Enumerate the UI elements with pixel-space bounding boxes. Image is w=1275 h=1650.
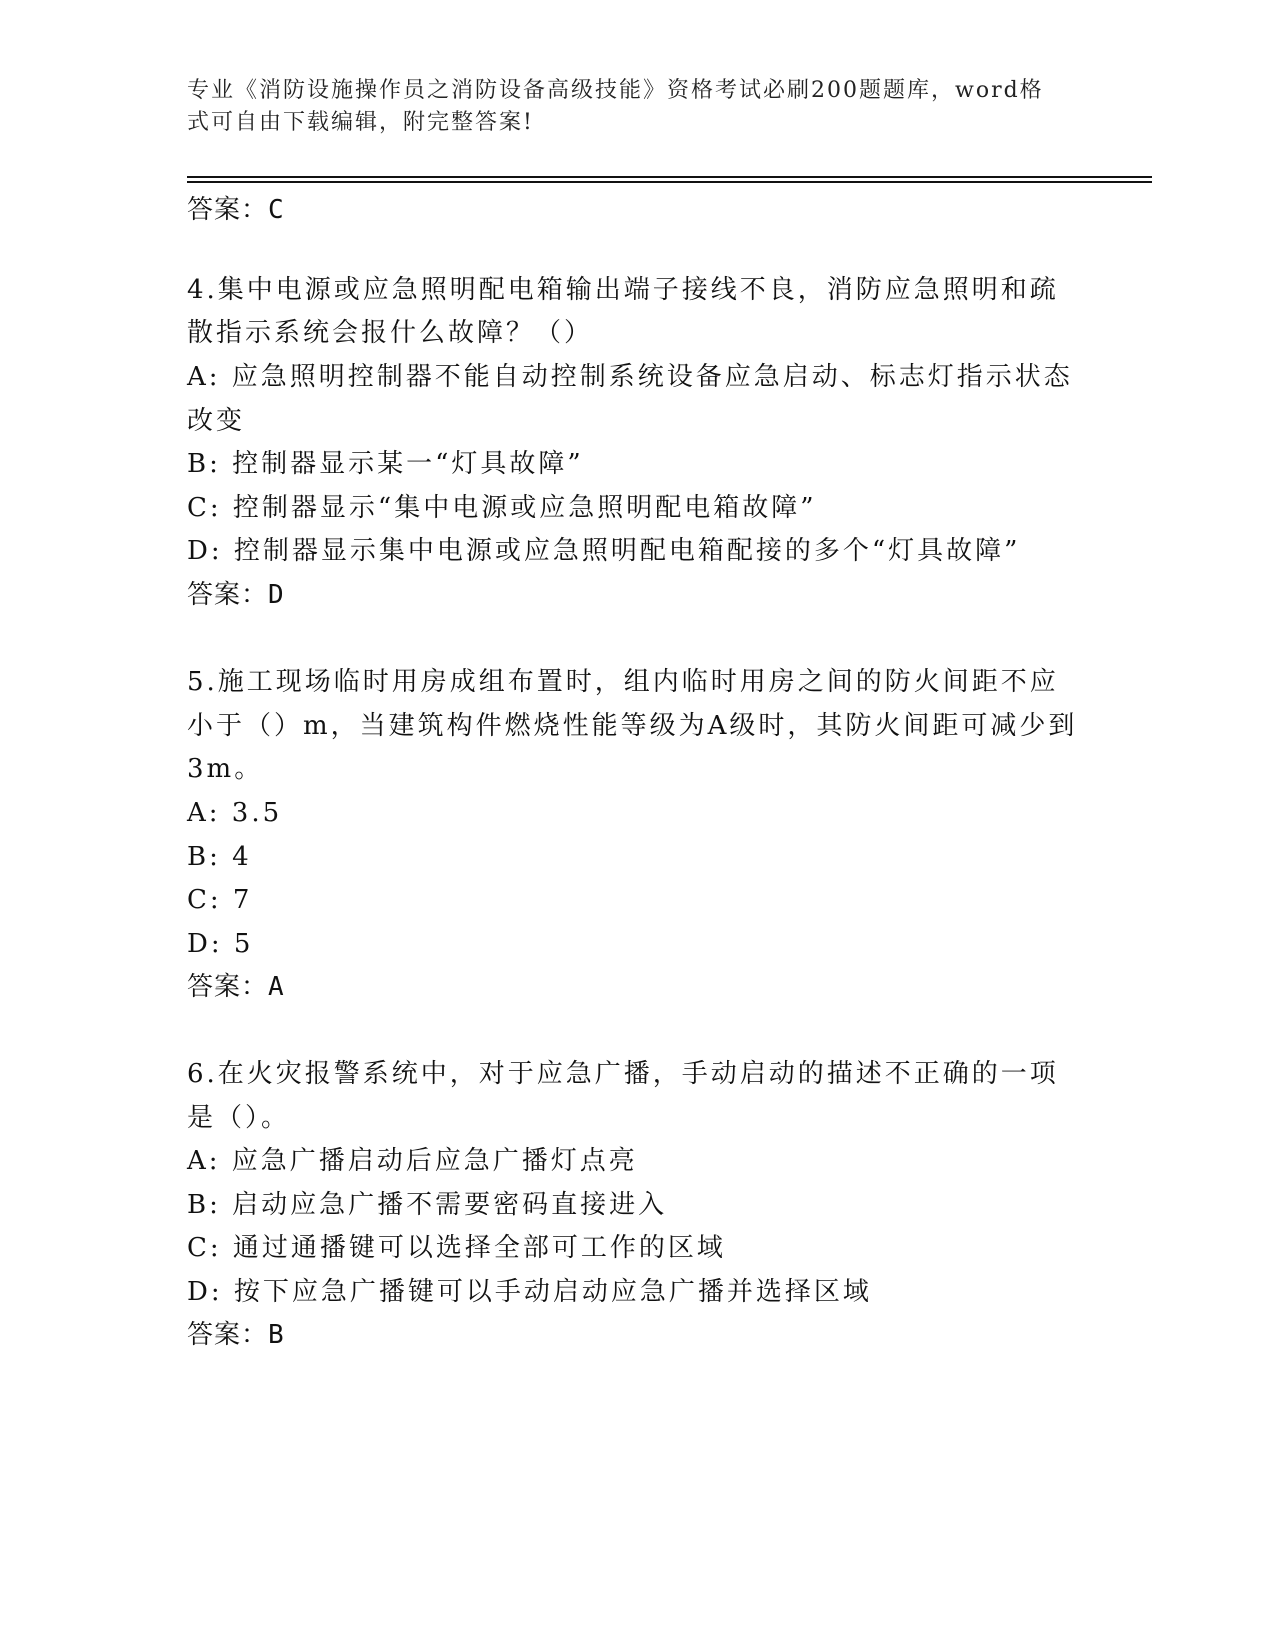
question-stem: 4.集中电源或应急照明配电箱输出端子接线不良，消防应急照明和疏 — [187, 275, 1059, 305]
header-rule-top — [187, 176, 1152, 178]
option-c: C: 通过通播键可以选择全部可工作的区域 — [187, 1233, 726, 1263]
option-c: C: 7 — [187, 885, 253, 915]
question-stem: 5.施工现场临时用房成组布置时，组内临时用房之间的防火间距不应 — [187, 667, 1059, 697]
answer-line — [187, 578, 285, 612]
option-d: D: 控制器显示集中电源或应急照明配电箱配接的多个“灯具故障” — [187, 536, 1021, 566]
answer-label: 答案： — [187, 195, 269, 225]
header-rule-bottom — [187, 181, 1152, 183]
answer-value: D — [268, 580, 285, 610]
answer-label: 答案： — [187, 972, 269, 1002]
option-c: C: 控制器显示“集中电源或应急照明配电箱故障” — [187, 493, 817, 523]
header-line-1: 专业《消防设施操作员之消防设备高级技能》资格考试必刷200题题库，word格 — [187, 78, 1044, 103]
answer-value: A — [268, 972, 285, 1002]
option-b: B: 4 — [187, 842, 252, 872]
document-header — [187, 75, 1067, 139]
option-d: D: 按下应急广播键可以手动启动应急广播并选择区域 — [187, 1277, 872, 1307]
answer-label: 答案： — [187, 1320, 269, 1350]
header-line-2: 式可自由下载编辑，附完整答案! — [187, 110, 534, 135]
option-b: B: 启动应急广播不需要密码直接进入 — [187, 1190, 668, 1220]
answer-label: 答案： — [187, 580, 269, 610]
option-a: A: 应急照明控制器不能自动控制系统设备应急启动、标志灯指示状态 — [187, 362, 1073, 392]
question-stem: 是（）。 — [187, 1103, 291, 1133]
option-a: A: 3.5 — [187, 798, 283, 828]
option-a: A: 应急广播启动后应急广播灯点亮 — [187, 1146, 638, 1176]
answer-value: C — [268, 195, 285, 225]
question-stem: 6.在火灾报警系统中，对于应急广播，手动启动的描述不正确的一项 — [187, 1059, 1059, 1089]
answer-value: B — [268, 1320, 285, 1350]
option-a-continued: 改变 — [187, 406, 246, 436]
option-d: D: 5 — [187, 929, 254, 959]
answer-line — [187, 970, 285, 1004]
question-stem: 3m。 — [187, 754, 264, 784]
answer-line — [187, 1318, 285, 1352]
option-b: B: 控制器显示某一“灯具故障” — [187, 449, 584, 479]
answer-line — [187, 193, 285, 227]
question-stem: 小于（）m，当建筑构件燃烧性能等级为A级时，其防火间距可减少到 — [187, 711, 1078, 741]
question-stem: 散指示系统会报什么故障？（） — [187, 318, 594, 348]
